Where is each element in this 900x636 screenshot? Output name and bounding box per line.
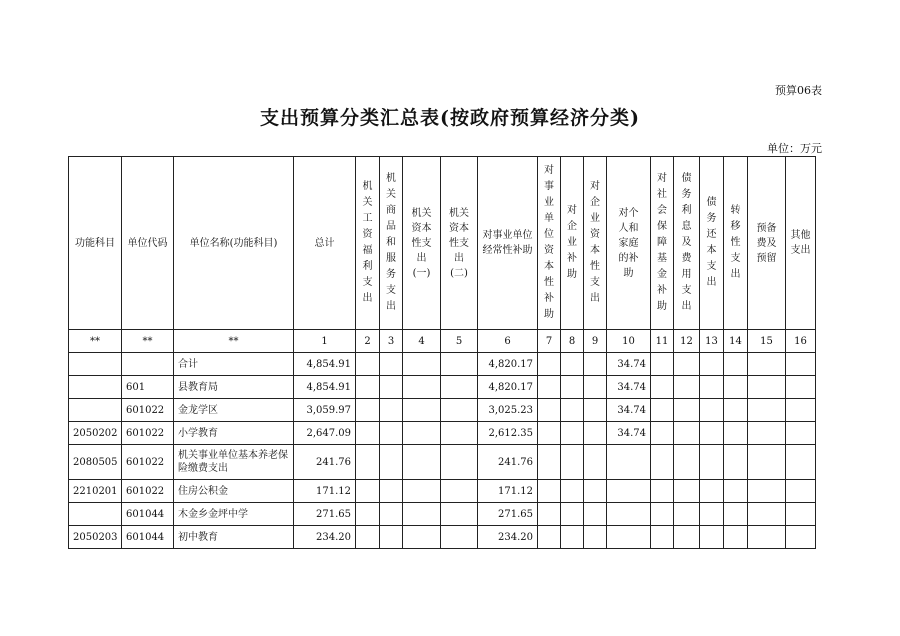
unit-code-cell: 601044: [122, 526, 174, 549]
index-cell: 8: [561, 330, 584, 353]
header-col-13: 债务还本支出: [700, 157, 724, 330]
index-cell: 6: [478, 330, 538, 353]
total-cell: 234.20: [294, 526, 356, 549]
col-10-cell: [607, 526, 651, 549]
index-cell: **: [122, 330, 174, 353]
col-6-cell: 4,820.17: [478, 376, 538, 399]
unit-name-cell: 县教育局: [174, 376, 294, 399]
total-cell: 2,647.09: [294, 422, 356, 445]
col-10-cell: [607, 445, 651, 480]
header-unit-code: 单位代码: [122, 157, 174, 330]
col-6-cell: 4,820.17: [478, 353, 538, 376]
index-cell: 15: [748, 330, 786, 353]
table-row: [69, 480, 816, 503]
index-cell: **: [69, 330, 122, 353]
index-cell: 9: [584, 330, 607, 353]
func-code-cell: 2210201: [69, 480, 122, 503]
col-6-cell: 241.76: [478, 445, 538, 480]
header-func-code: 功能科目: [69, 157, 122, 330]
table-row: [69, 503, 816, 526]
index-cell: 5: [441, 330, 478, 353]
budget-table: [68, 156, 816, 549]
func-code-cell: [69, 353, 122, 376]
col-10-cell: [607, 480, 651, 503]
func-code-cell: [69, 503, 122, 526]
index-cell: **: [174, 330, 294, 353]
func-code-cell: 2050203: [69, 526, 122, 549]
col-6-cell: 234.20: [478, 526, 538, 549]
unit-name-cell: 金龙学区: [174, 399, 294, 422]
unit-code-cell: 601022: [122, 422, 174, 445]
table-row: [69, 445, 816, 480]
col-10-cell: [607, 503, 651, 526]
header-col-15: 预备费及预留: [748, 157, 786, 330]
unit-code-cell: 601022: [122, 399, 174, 422]
header-unit-name: 单位名称(功能科目): [174, 157, 294, 330]
header-col-9: 对企业资本性支出: [584, 157, 607, 330]
table-row: [69, 422, 816, 445]
header-col-16: 其他支出: [786, 157, 816, 330]
header-col-12: 债务利息及费用支出: [674, 157, 700, 330]
index-cell: 13: [700, 330, 724, 353]
table-row: [69, 376, 816, 399]
header-col-8: 对企业补助: [561, 157, 584, 330]
unit-code-cell: 601022: [122, 445, 174, 480]
func-code-cell: 2050202: [69, 422, 122, 445]
col-6-cell: 2,612.35: [478, 422, 538, 445]
header-col-5: 机关资本性支出(二): [441, 157, 478, 330]
header-col-2: 机关工资福利支出: [356, 157, 380, 330]
header-col-11: 对社会保障基金补助: [651, 157, 674, 330]
unit-name-cell: 初中教育: [174, 526, 294, 549]
table-row: [69, 353, 816, 376]
unit-code-cell: 601044: [122, 503, 174, 526]
unit-label: 单位：万元: [767, 142, 822, 155]
index-cell: 3: [380, 330, 403, 353]
header-col-14: 转移性支出: [724, 157, 748, 330]
col-10-cell: 34.74: [607, 399, 651, 422]
total-cell: 4,854.91: [294, 376, 356, 399]
total-cell: 3,059.97: [294, 399, 356, 422]
index-cell: 7: [538, 330, 561, 353]
index-row: [69, 330, 816, 353]
func-code-cell: [69, 399, 122, 422]
table-row: [69, 399, 816, 422]
index-cell: 2: [356, 330, 380, 353]
unit-name-cell: 小学教育: [174, 422, 294, 445]
unit-name-cell: 合计: [174, 353, 294, 376]
unit-code-cell: 601022: [122, 480, 174, 503]
index-cell: 14: [724, 330, 748, 353]
unit-name-cell: 机关事业单位基本养老保险缴费支出: [174, 445, 294, 480]
col-10-cell: 34.74: [607, 422, 651, 445]
index-cell: 16: [786, 330, 816, 353]
unit-code-cell: 601: [122, 376, 174, 399]
unit-code-cell: [122, 353, 174, 376]
header-col-7: 对事业单位资本性补助: [538, 157, 561, 330]
header-col-3: 机关商品和服务支出: [380, 157, 403, 330]
col-10-cell: 34.74: [607, 376, 651, 399]
header-col-4: 机关资本性支出(一): [403, 157, 441, 330]
header-total: 总计: [294, 157, 356, 330]
index-cell: 11: [651, 330, 674, 353]
header-row: [69, 157, 816, 330]
index-cell: 10: [607, 330, 651, 353]
total-cell: 171.12: [294, 480, 356, 503]
func-code-cell: 2080505: [69, 445, 122, 480]
total-cell: 4,854.91: [294, 353, 356, 376]
index-cell: 1: [294, 330, 356, 353]
header-col-6: 对事业单位经常性补助: [478, 157, 538, 330]
col-10-cell: 34.74: [607, 353, 651, 376]
total-cell: 271.65: [294, 503, 356, 526]
unit-name-cell: 住房公积金: [174, 480, 294, 503]
form-number: 预算06表: [775, 84, 822, 97]
col-6-cell: 3,025.23: [478, 399, 538, 422]
table-row: [69, 526, 816, 549]
func-code-cell: [69, 376, 122, 399]
page-title: 支出预算分类汇总表(按政府预算经济分类): [260, 107, 640, 129]
index-cell: 12: [674, 330, 700, 353]
col-6-cell: 171.12: [478, 480, 538, 503]
index-cell: 4: [403, 330, 441, 353]
unit-name-cell: 木金乡金坪中学: [174, 503, 294, 526]
header-col-10: 对个人和家庭的补助: [607, 157, 651, 330]
col-6-cell: 271.65: [478, 503, 538, 526]
total-cell: 241.76: [294, 445, 356, 480]
